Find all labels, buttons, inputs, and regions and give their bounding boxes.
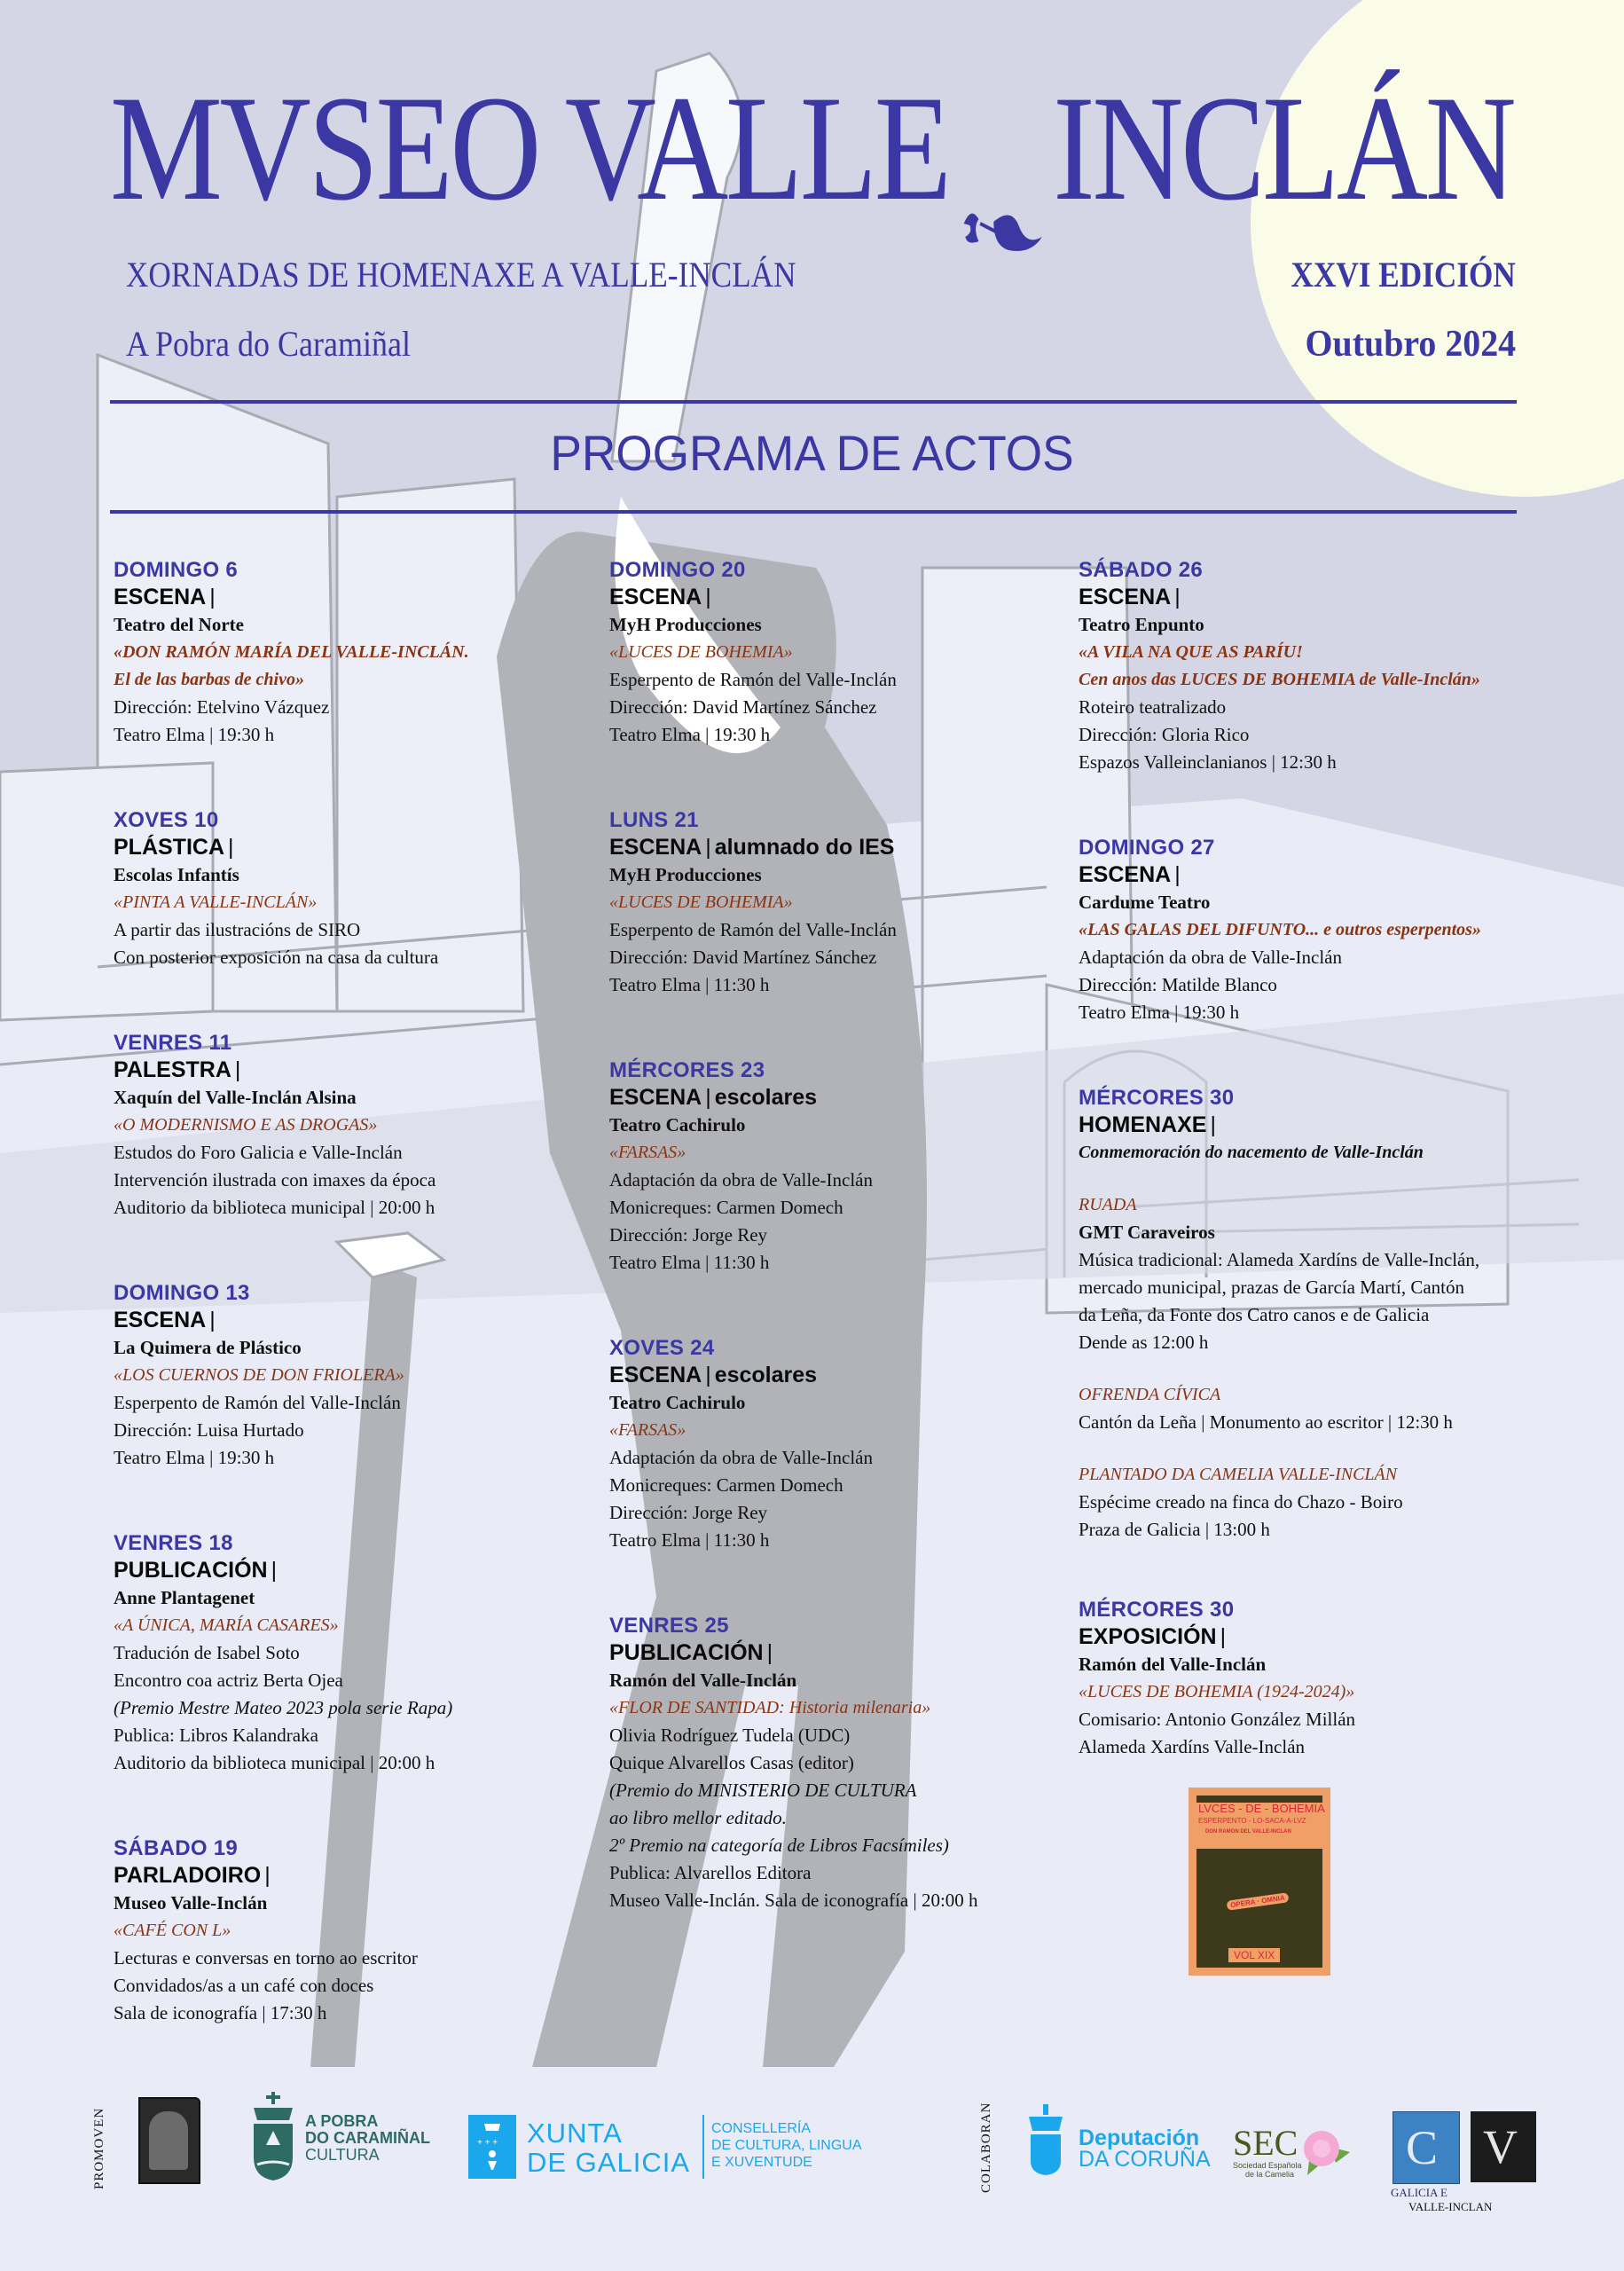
event-mercores-23	[609, 1057, 1106, 1277]
event-detail: mercado municipal, prazas de García Martí, Cantón	[1079, 1277, 1464, 1298]
event-detail: Auditorio da biblioteca municipal | 20:00 h	[114, 1197, 435, 1218]
event-day: SÁBADO 19	[114, 1836, 239, 1860]
subtitle: XORNADAS DE HOMENAXE A VALLE-INCLÁN	[126, 255, 796, 295]
event-work: «LUCES DE BOHEMIA»	[609, 892, 793, 912]
event-organizer: Ramón del Valle-Inclán	[1079, 1654, 1267, 1675]
event-work: El de las barbas de chivo»	[114, 670, 304, 689]
event-category: ESCENA |	[1079, 862, 1181, 887]
homenaxe-note: Conmemoración do nacemento de Valle-Inclán	[1079, 1143, 1424, 1162]
event-organizer: Teatro Enpunto	[1079, 614, 1204, 635]
event-detail: A partir das ilustracións de SIRO	[114, 919, 361, 940]
event-venres-25	[609, 1613, 1106, 1914]
event-category: ESCENA | escolares	[609, 1363, 818, 1387]
event-category: PARLADOIRO |	[114, 1863, 271, 1888]
event-detail: Dirección: David Martínez Sánchez	[609, 947, 877, 968]
event-detail: Dirección: Luisa Hurtado	[114, 1419, 304, 1441]
column-1	[114, 557, 610, 2086]
event-work: «A ÚNICA, MARÍA CASARES»	[114, 1615, 339, 1635]
event-detail: Esperpento de Ramón del Valle-Inclán	[609, 669, 897, 690]
event-category: PUBLICACIÓN |	[609, 1640, 773, 1665]
event-work: «LUCES DE BOHEMIA»	[609, 642, 793, 662]
event-category: PLÁSTICA |	[114, 835, 234, 860]
event-award-note: 2º Premio na categoría de Libros Facsímiles)	[609, 1835, 949, 1856]
event-detail: Sala de iconografía | 17:30 h	[114, 2002, 327, 2023]
event-detail: Museo Valle-Inclán. Sala de iconografía | 20:00 h	[609, 1890, 978, 1911]
event-detail: Dirección: Gloria Rico	[1079, 724, 1250, 745]
event-detail: Monicreques: Carmen Domech	[609, 1474, 843, 1496]
event-detail: Dirección: David Martínez Sánchez	[609, 696, 877, 718]
event-detail: Espazos Valleinclanianos | 12:30 h	[1079, 751, 1337, 773]
event-detail: Monicreques: Carmen Domech	[609, 1197, 843, 1218]
section-title: PROGRAMA DE ACTOS	[550, 425, 1074, 481]
xunta-logo-text: XUNTA DE GALICIA	[527, 2118, 690, 2178]
event-detail: Dirección: Jorge Rey	[609, 1224, 768, 1246]
event-detail: Alameda Xardíns Valle-Inclán	[1079, 1736, 1306, 1757]
event-detail: Adaptación da obra de Valle-Inclán	[609, 1169, 873, 1191]
event-organizer: Teatro del Norte	[114, 614, 244, 635]
event-detail: Esperpento de Ramón del Valle-Inclán	[114, 1392, 401, 1413]
event-detail: Praza de Galicia | 13:00 h	[1079, 1519, 1270, 1540]
event-day: XOVES 24	[609, 1336, 715, 1360]
event-detail: Adaptación da obra de Valle-Inclán	[1079, 947, 1342, 968]
event-day: DOMINGO 20	[609, 558, 746, 582]
event-work: Cen anos das LUCES DE BOHEMIA de Valle-Inclán»	[1079, 670, 1480, 689]
divider-top	[110, 400, 1517, 404]
event-detail: da Leña, da Fonte dos Catro canos e de Galicia	[1079, 1304, 1430, 1325]
deputacion-crest-icon	[1027, 2104, 1064, 2175]
sec-logo: SEC Sociedad Española de la Camelia	[1233, 2123, 1302, 2179]
event-work: «PINTA A VALLE-INCLÁN»	[114, 892, 318, 912]
title-left: MVSEO VALLE	[110, 65, 949, 232]
event-work: «FLOR DE SANTIDAD: Historia milenaria»	[609, 1698, 931, 1717]
event-detail: Cantón da Leña | Monumento ao escritor | 12:30 h	[1079, 1411, 1453, 1433]
event-organizer: Teatro Cachirulo	[609, 1114, 746, 1136]
event-work: «A VILA NA QUE AS PARÍU!	[1079, 642, 1303, 662]
event-sabado-19	[114, 1835, 610, 2027]
date: Outubro 2024	[1305, 324, 1516, 365]
event-xoves-10	[114, 807, 610, 971]
ruada-heading: RUADA	[1079, 1195, 1137, 1214]
event-domingo-6	[114, 557, 610, 749]
event-detail: Adaptación da obra de Valle-Inclán	[609, 1447, 873, 1468]
event-category: ESCENA | alumnado do IES	[609, 835, 895, 860]
event-award-note: (Premio Mestre Mateo 2023 pola serie Rapa)	[114, 1697, 453, 1718]
event-detail: Teatro Elma | 19:30 h	[609, 724, 771, 745]
event-organizer: Xaquín del Valle-Inclán Alsina	[114, 1087, 357, 1108]
event-category: ESCENA |	[114, 585, 216, 609]
event-organizer: Museo Valle-Inclán	[114, 1892, 268, 1913]
event-work: «LAS GALAS DEL DIFUNTO... e outros esperpentos»	[1079, 920, 1481, 939]
event-day: SÁBADO 26	[1079, 558, 1204, 582]
event-organizer: Ramón del Valle-Inclán	[609, 1670, 797, 1691]
event-organizer: MyH Producciones	[609, 614, 762, 635]
event-detail: Publica: Libros Kalandraka	[114, 1725, 318, 1746]
event-detail: Espécime creado na finca do Chazo - Boiro	[1079, 1491, 1403, 1513]
event-detail: Con posterior exposición na casa da cultura	[114, 947, 439, 968]
plantado-heading: PLANTADO DA CAMELIA VALLE-INCLÁN	[1079, 1465, 1398, 1484]
column-2	[609, 557, 1106, 1973]
event-category: ESCENA | escolares	[609, 1085, 818, 1110]
event-venres-18	[114, 1530, 610, 1777]
event-venres-11	[114, 1030, 610, 1222]
event-category: ESCENA |	[114, 1308, 216, 1332]
conselleria-logo-text: CONSELLERÍA DE CULTURA, LINGUA E XUVENTUDE	[711, 2121, 862, 2170]
event-day: MÉRCORES 30	[1079, 1598, 1235, 1622]
event-detail: Intervención ilustrada con imaxes da época	[114, 1169, 436, 1191]
event-day: DOMINGO 27	[1079, 836, 1215, 860]
event-day: VENRES 25	[609, 1614, 729, 1638]
event-work: «FARSAS»	[609, 1420, 686, 1440]
event-day: VENRES 18	[114, 1531, 233, 1555]
event-category: EXPOSICIÓN |	[1079, 1624, 1227, 1649]
event-work: «CAFÉ CON L»	[114, 1921, 231, 1940]
event-detail: Encontro coa actriz Berta Ojea	[114, 1670, 343, 1691]
event-day: DOMINGO 6	[114, 558, 239, 582]
event-category: HOMENAXE |	[1079, 1112, 1216, 1137]
colaboran-label: COLABORAN	[979, 2102, 993, 2193]
event-detail: Teatro Elma | 11:30 h	[609, 1529, 770, 1551]
event-detail: Música tradicional: Alameda Xardíns de Valle-Inclán,	[1079, 1249, 1480, 1270]
event-detail: Teatro Elma | 19:30 h	[114, 724, 275, 745]
promoven-label: PROMOVEN	[92, 2107, 106, 2189]
event-homenaxe	[1079, 1085, 1602, 1544]
event-category: ESCENA |	[609, 585, 711, 609]
event-organizer: Cardume Teatro	[1079, 892, 1211, 913]
event-sabado-26	[1079, 557, 1602, 776]
event-exposicion	[1079, 1597, 1602, 1976]
event-day: XOVES 10	[114, 808, 219, 832]
event-detail: Teatro Elma | 19:30 h	[1079, 1002, 1240, 1023]
event-day: MÉRCORES 23	[609, 1058, 765, 1082]
svg-text:+ + +: + + +	[477, 2138, 498, 2148]
place: A Pobra do Caramiñal	[126, 324, 411, 364]
event-domingo-20	[609, 557, 1106, 749]
title-right: INCLÁN	[1053, 65, 1514, 232]
column-3	[1079, 557, 1602, 2034]
event-day: MÉRCORES 30	[1079, 1086, 1235, 1110]
event-detail: Teatro Elma | 11:30 h	[609, 1252, 770, 1273]
event-organizer: Escolas Infantís	[114, 864, 239, 885]
event-category: ESCENA |	[1079, 585, 1181, 609]
event-day: DOMINGO 13	[114, 1281, 250, 1305]
event-domingo-27	[1079, 835, 1602, 1026]
xunta-de-galicia-icon	[468, 2115, 516, 2179]
event-detail: Estudos do Foro Galicia e Valle-Inclán	[114, 1142, 403, 1163]
divider-bottom	[110, 510, 1517, 514]
event-organizer: MyH Producciones	[609, 864, 762, 885]
logo-divider	[702, 2115, 704, 2179]
event-detail: Dirección: Matilde Blanco	[1079, 974, 1277, 995]
ofrenda-heading: OFRENDA CÍVICA	[1079, 1385, 1221, 1404]
valle-initial-v-logo: V	[1471, 2111, 1536, 2182]
event-xoves-24	[609, 1335, 1106, 1554]
event-work: «LOS CUERNOS DE DON FRIOLERA»	[114, 1365, 404, 1385]
event-organizer: La Quimera de Plástico	[114, 1337, 302, 1358]
event-detail: Teatro Elma | 19:30 h	[114, 1447, 275, 1468]
event-day: LUNS 21	[609, 808, 699, 832]
galicia-valle-logo-text: GALICIA E VALLE-INCLAN	[1391, 2186, 1493, 2213]
event-detail: Olivia Rodríguez Tudela (UDC)	[609, 1725, 851, 1746]
event-luns-21	[609, 807, 1106, 999]
event-detail: Publica: Alvarellos Editora	[609, 1862, 812, 1883]
edition: XXVI EDICIÓN	[1291, 255, 1516, 295]
museum-title	[110, 65, 1514, 232]
event-detail: Auditorio da biblioteca municipal | 20:00 h	[114, 1752, 435, 1773]
event-category: PUBLICACIÓN |	[114, 1558, 278, 1583]
event-detail: Convidados/as a un café con doces	[114, 1975, 374, 1996]
luces-de-bohemia-poster-image: LVCES - DE - BOHEMIA ESPERPENTO - LO-SACA-A-LVZ DON RAMON DEL VALLE-INCLAN OPERA · OMNIA VOL XIX	[1189, 1788, 1330, 1976]
event-detail: Dende as 12:00 h	[1079, 1332, 1209, 1353]
event-detail: Teatro Elma | 11:30 h	[609, 974, 770, 995]
event-award-note: ao libro mellor editado.	[609, 1807, 787, 1828]
event-day: VENRES 11	[114, 1031, 232, 1055]
event-work: «LUCES DE BOHEMIA (1924-2024)»	[1079, 1682, 1355, 1701]
event-detail: Roteiro teatralizado	[1079, 696, 1227, 718]
sponsors-footer	[0, 2076, 1624, 2236]
event-detail: Dirección: Etelvino Vázquez	[114, 696, 330, 718]
event-organizer: Teatro Cachirulo	[609, 1392, 746, 1413]
event-domingo-13	[114, 1280, 610, 1472]
pobra-coat-of-arms-icon	[248, 2092, 298, 2181]
event-detail: Lecturas e conversas en torno ao escritor	[114, 1947, 418, 1968]
pobra-logo-text: A POBRA DO CARAMIÑAL CULTURA	[305, 2112, 430, 2164]
event-work: «FARSAS»	[609, 1143, 686, 1162]
event-detail: Tradución de Isabel Soto	[114, 1642, 300, 1663]
museo-valle-inclan-logo	[138, 2097, 200, 2184]
camellia-flower-icon	[1300, 2126, 1350, 2175]
event-work: «DON RAMÓN MARÍA DEL VALLE-INCLÁN.	[114, 642, 469, 662]
event-detail: Comisario: Antonio González Millán	[1079, 1709, 1356, 1730]
event-work: «O MODERNISMO E AS DROGAS»	[114, 1115, 378, 1135]
event-award-note: (Premio do MINISTERIO DE CULTURA	[609, 1780, 917, 1801]
event-category: PALESTRA |	[114, 1057, 241, 1082]
ruada-organizer: GMT Caraveiros	[1079, 1222, 1215, 1243]
ornament-icon	[956, 133, 1046, 195]
galicia-e-valle-inclan-logo: C	[1393, 2111, 1460, 2184]
event-organizer: Anne Plantagenet	[114, 1587, 255, 1608]
event-detail: Quique Alvarellos Casas (editor)	[609, 1752, 854, 1773]
event-detail: Dirección: Jorge Rey	[609, 1502, 768, 1523]
event-detail: Esperpento de Ramón del Valle-Inclán	[609, 919, 897, 940]
deputacion-logo-text: Deputación DA CORUÑA	[1079, 2126, 1211, 2172]
